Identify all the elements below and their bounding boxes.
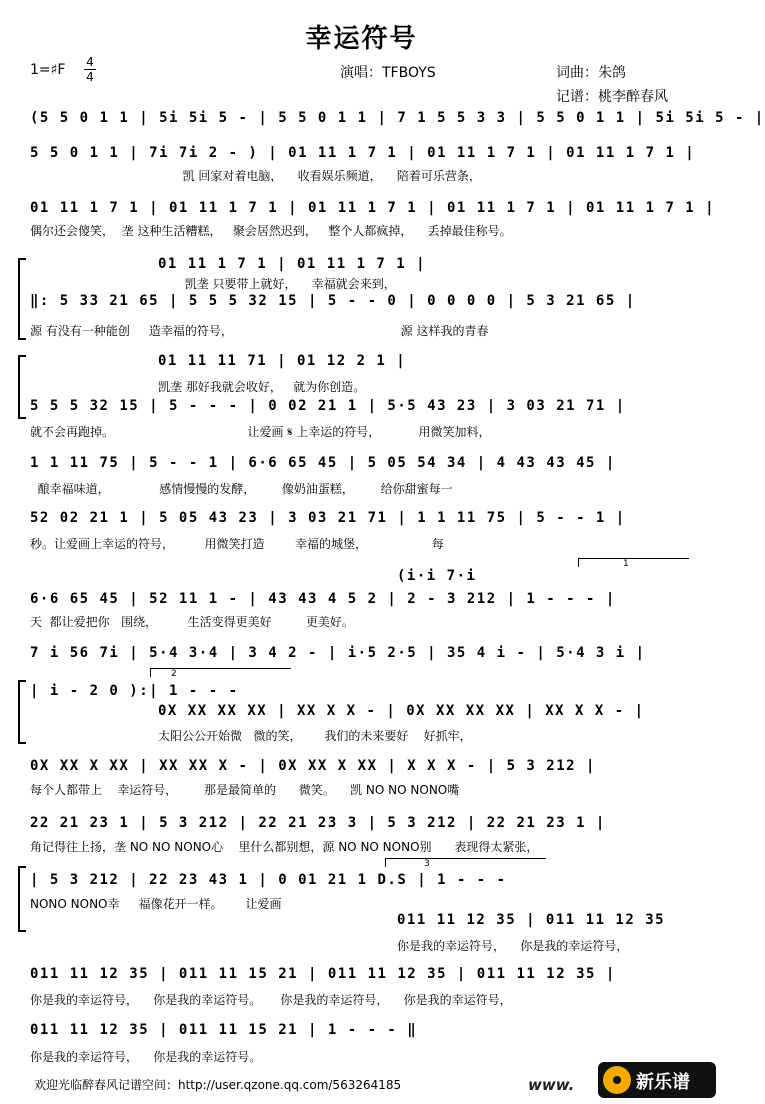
notation-line: 011 11 12 35 | 011 11 15 21 | 011 11 12 35 | 011 11 12 35 | [30, 966, 616, 982]
composer: 词曲：朱鸽 [556, 65, 626, 81]
lyric-line: 角记得往上扬，垄 NO NO NONO心 里什么都别想，源 NO NO NONO别 表现得太紧张， [30, 840, 539, 854]
meter-bottom: 4 [86, 70, 94, 84]
key-signature: 1=♯F [30, 62, 66, 78]
notation-line: | 5 3 212 | 22 23 43 1 | 0 01 21 1 D.S | 1 - - - [30, 872, 507, 888]
notation-line: 22 21 23 1 | 5 3 212 | 22 21 23 3 | 5 3 212 | 22 21 23 1 | [30, 815, 606, 831]
lyric-line: 偶尔还会傻笑， 垄 这种生活糟糕， 聚会居然迟到， 整个人都疯掉， 丢掉最佳称号。 [30, 224, 512, 238]
lyric-line: 你是我的幸运符号， 你是我的幸运符号。 [30, 1050, 262, 1064]
volta-1: 1 [578, 558, 689, 567]
lyric-line: 凯垄 那好我就会收好， 就为你创造。 [158, 380, 366, 394]
notation-line: (i·i 7·i [397, 568, 477, 584]
notation-line: 5 5 0 1 1 | 7i 7i 2 - ) | 01 11 1 7 1 | 01 11 1 7 1 | 01 11 1 7 1 | [30, 145, 696, 161]
lyric-line: 你是我的幸运符号， 你是我的幸运符号， [397, 939, 629, 953]
lyric-line: 你是我的幸运符号， 你是我的幸运符号。 你是我的幸运符号， 你是我的幸运符号， [30, 993, 512, 1007]
transcriber: 记谱：桃李醉春风 [556, 89, 668, 105]
song-title: 幸运符号 [305, 24, 418, 54]
music-disc-icon [603, 1066, 631, 1094]
lyric-line: 酿幸福味道， 感情慢慢的发酵， 像奶油蛋糕， 给你甜蜜每一 [30, 482, 453, 496]
notation-line: | i - 2 0 ):| 1 - - - [30, 683, 239, 699]
notation-line: 01 11 1 7 1 | 01 11 1 7 1 | 01 11 1 7 1 | 01 11 1 7 1 | 01 11 1 7 1 | [30, 200, 716, 216]
lyric-line: 就不会再跑掉。 让爱画 𝄋 上幸运的符号， 用微笑加料， [30, 425, 491, 439]
lyric-line: 凯 回家对着电脑， 收看娱乐频道， 陪着可乐营条， [30, 169, 481, 183]
lyric-line: 天 都让爱把你 围绕， 生活变得更美好 更美好。 [30, 615, 354, 629]
notation-line: 5 5 5 32 15 | 5 - - - | 0 02 21 1 | 5·5 43 23 | 3 03 21 71 | [30, 398, 626, 414]
system-bracket [18, 866, 26, 932]
system-bracket [18, 355, 26, 419]
lyric-line: 太阳公公开始微 微的笑， 我们的未来要好 好抓牢， [158, 729, 472, 743]
lyric-line: 凯垄 只要带上就好， 幸福就会来到， [158, 277, 396, 291]
time-signature [84, 56, 96, 83]
notation-line: (5 5 0 1 1 | 5i 5i 5 - | 5 5 0 1 1 | 7 1 5 5 3 3 | 5 5 0 1 1 | 5i 5i 5 - | [30, 110, 765, 126]
volta-2: 2 [150, 668, 291, 677]
notation-line: 01 11 11 71 | 01 12 2 1 | [158, 353, 407, 369]
notation-line: 011 11 12 35 | 011 11 12 35 [397, 912, 666, 928]
lyric-line: 源 有没有一种能创 造幸福的符号， 源 这样我的青春 [30, 324, 489, 338]
system-bracket [18, 680, 26, 744]
volta-3: 3 [385, 858, 546, 867]
notation-line: 52 02 21 1 | 5 05 43 23 | 3 03 21 71 | 1 1 11 75 | 5 - - 1 | [30, 510, 626, 526]
lyric-line: NONO NONO幸 福像花开一样。 让爱画 [30, 897, 282, 911]
notation-line: 7 i 56 7i | 5·4 3·4 | 3 4 2 - | i·5 2·5 | 35 4 i - | 5·4 3 i | [30, 645, 646, 661]
performer: 演唱：TFBOYS [340, 65, 436, 81]
lyric-line: 每个人都带上 幸运符号， 那是最简单的 微笑。 凯 NO NO NONO嘴 [30, 783, 460, 797]
notation-line: 0X XX X XX | XX XX X - | 0X XX X XX | X X X - | 5 3 212 | [30, 758, 596, 774]
notation-line: ‖: 5 33 21 65 | 5 5 5 32 15 | 5 - - 0 | 0 0 0 0 | 5 3 21 65 | [30, 293, 636, 309]
lyric-line: 秒。让爱画上幸运的符号， 用微笑打造 幸福的城堡， 每 [30, 537, 444, 551]
notation-line: 1 1 11 75 | 5 - - 1 | 6·6 65 45 | 5 05 54 34 | 4 43 43 45 | [30, 455, 616, 471]
notation-line: 011 11 12 35 | 011 11 15 21 | 1 - - - ‖ [30, 1022, 418, 1038]
watermark: www. [528, 1076, 575, 1094]
notation-line: 6·6 65 45 | 52 11 1 - | 43 43 4 5 2 | 2 - 3 212 | 1 - - - | [30, 591, 616, 607]
logo-text: 新乐谱 [636, 1072, 690, 1093]
footer-text: 欢迎光临醉春风记谱空间：http://user.qzone.qq.com/563264185 [34, 1078, 402, 1092]
site-logo [598, 1062, 716, 1098]
notation-line: 01 11 1 7 1 | 01 11 1 7 1 | [158, 256, 427, 272]
meter-top: 4 [86, 55, 94, 69]
system-bracket [18, 258, 26, 340]
notation-line: 0X XX XX XX | XX X X - | 0X XX XX XX | XX X X - | [158, 703, 645, 719]
